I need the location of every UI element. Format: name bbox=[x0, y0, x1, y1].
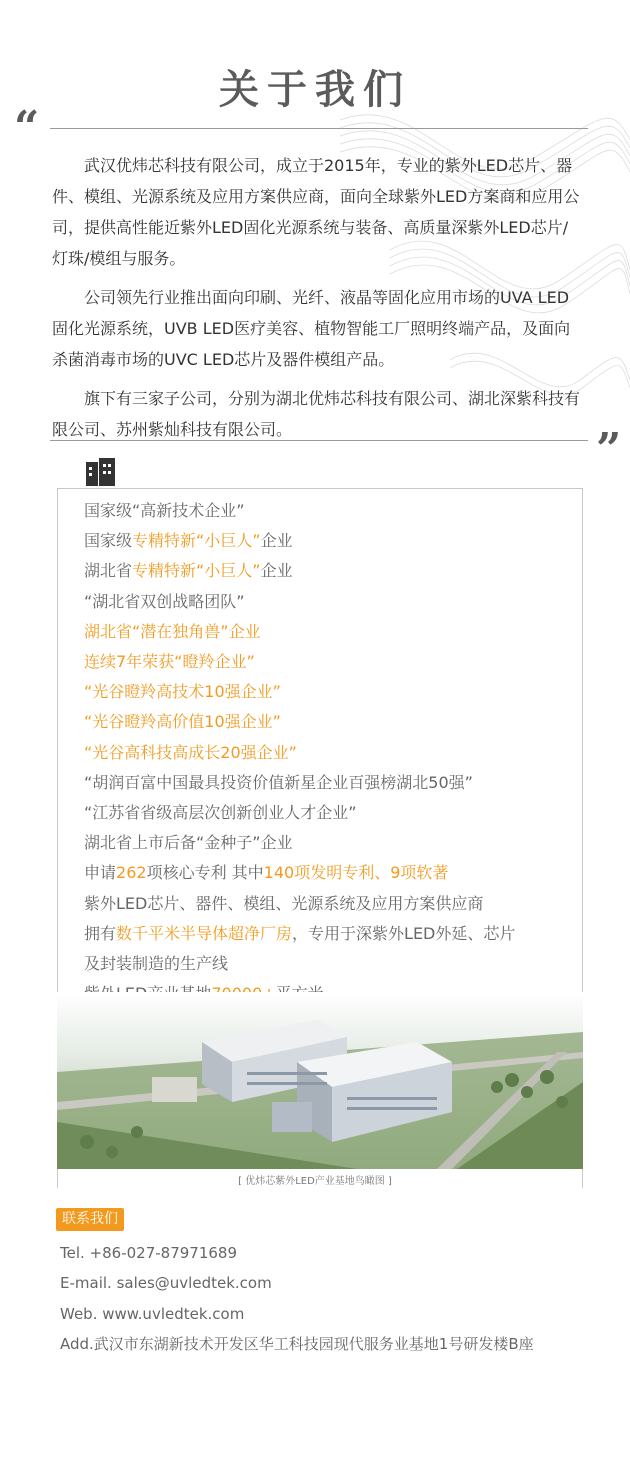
contact-address: Add.武汉市东湖新技术开发区华工科技园现代服务业基地1号研发楼B座 bbox=[60, 1334, 534, 1353]
contact-web: Web. www.uvledtek.com bbox=[60, 1304, 245, 1323]
building-icon bbox=[86, 458, 116, 486]
intro-paragraph: 旗下有三家子公司，分别为湖北优炜芯科技有限公司、湖北深紫科技有限公司、苏州紫灿科技有限公司。 bbox=[52, 389, 581, 439]
intro-paragraph: 公司领先行业推出面向印刷、光纤、液晶等固化应用市场的UVA LED固化光源系统，UVB LED医疗美容、植物智能工厂照明终端产品，及面向杀菌消毒市场的UVC LED芯片及器件模组产品。 bbox=[52, 288, 571, 369]
contact-us-badge: 联系我们 bbox=[56, 1208, 124, 1231]
honor-item: “胡润百富中国最具投资价值新星企业百强榜湖北50强” bbox=[84, 772, 473, 792]
photo-caption: [ 优炜芯紫外LED产业基地鸟瞰图 ] bbox=[238, 1176, 392, 1187]
honor-item: 湖北省专精特新“小巨人”企业 bbox=[84, 561, 293, 581]
cleanroom-line-2: 及封装制造的生产线 bbox=[84, 954, 229, 974]
honor-item: “江苏省省级高层次创新创业人才企业” bbox=[84, 803, 357, 823]
divider-bottom bbox=[50, 440, 588, 441]
honor-item: “光谷瞪羚高技术10强企业” bbox=[84, 682, 281, 702]
honor-item: 连续7年荣获“瞪羚企业” bbox=[84, 652, 255, 672]
close-quote-mark: ” bbox=[596, 424, 622, 475]
intro-paragraph: 武汉优炜芯科技有限公司，成立于2015年，专业的紫外LED芯片、器件、模组、光源系统及应用方案供应商，面向全球紫外LED方案商和应用公司，提供高性能近紫外LED固化光源系统与装备、高质量深紫外LED芯片/灯珠/模组与服务。 bbox=[52, 156, 580, 268]
open-quote-mark: “ bbox=[14, 102, 40, 153]
contact-info bbox=[60, 1238, 534, 1359]
honor-item: 湖北省“潜在独角兽”企业 bbox=[84, 621, 261, 641]
intro-section bbox=[52, 150, 582, 453]
contact-tel: Tel. +86-027-87971689 bbox=[60, 1244, 238, 1262]
honor-item: 国家级专精特新“小巨人”企业 bbox=[84, 531, 293, 551]
honor-item: “湖北省双创战略团队” bbox=[84, 591, 245, 611]
honor-item: 国家级“高新技术企业” bbox=[84, 501, 245, 520]
divider-top bbox=[50, 128, 588, 129]
honor-item: 湖北省上市后备“金种子”企业 bbox=[84, 833, 293, 853]
honors-list bbox=[84, 496, 564, 1009]
honor-item: “光谷高科技高成长20强企业” bbox=[84, 742, 297, 762]
patent-line: 申请262项核心专利 其中140项发明专利、9项软著 bbox=[84, 863, 449, 883]
honor-item: “光谷瞪羚高价值10强企业” bbox=[84, 712, 281, 732]
contact-email: E-mail. sales@uvledtek.com bbox=[60, 1274, 272, 1293]
page-title: 关于我们 bbox=[219, 67, 411, 113]
industrial-base-aerial-photo bbox=[57, 992, 583, 1169]
cleanroom-line: 拥有数千平米半导体超净厂房，专用于深紫外LED外延、芯片 bbox=[84, 923, 516, 943]
supplier-line: 紫外LED芯片、器件、模组、光源系统及应用方案供应商 bbox=[84, 893, 484, 913]
